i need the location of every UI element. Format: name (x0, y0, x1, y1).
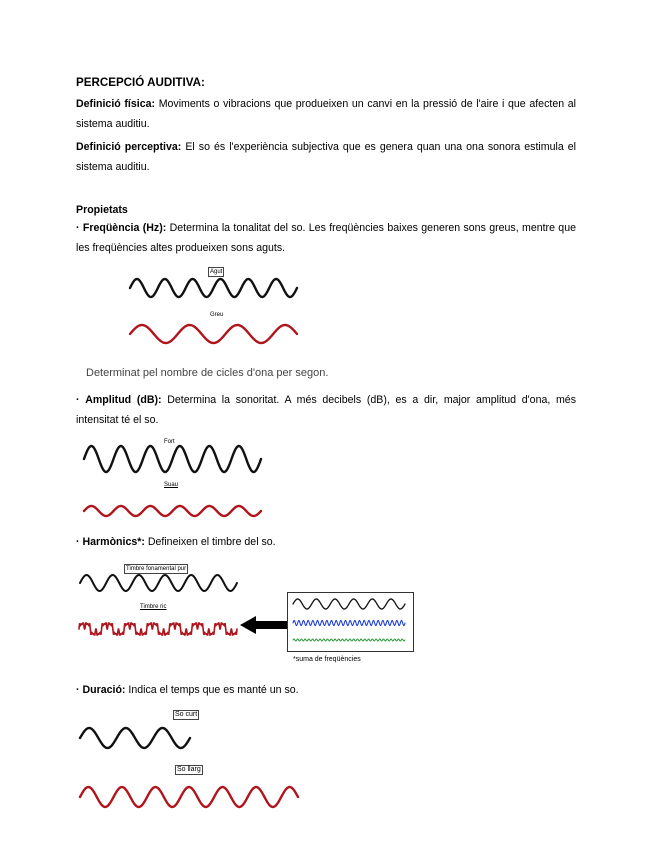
wave-label-low: Greu (210, 312, 224, 318)
section-heading: Propietats (76, 204, 128, 216)
frequency-caption: Determinat pel nombre de cicles d'ona per segon. (86, 367, 329, 379)
wave-short-duration (80, 714, 190, 762)
amplitude-label: Amplitud (dB): (85, 394, 162, 406)
frequency-bullet: · (76, 222, 80, 234)
property-amplitude (76, 390, 576, 430)
property-harmonics (76, 535, 276, 549)
wave-label-long: So llarg (177, 766, 201, 773)
wave-label-soft: Suau (164, 482, 179, 488)
wave-long-duration-path (80, 787, 298, 807)
wave-low-frequency (130, 312, 297, 356)
definition-perceptive (76, 137, 576, 177)
frequency-sum-footnote: *suma de freqüències (293, 656, 361, 663)
wave-high-frequency (130, 266, 297, 310)
wave-label-high: Agut (210, 269, 223, 275)
sum-wave-green-path (293, 639, 405, 641)
harmonics-text: Defineixen el timbre del so. (147, 536, 276, 548)
wave-high-frequency-path (130, 279, 297, 297)
wave-low-amplitude-path (84, 506, 261, 516)
wave-short-duration-path (80, 728, 190, 748)
harmonics-bullet: · (76, 536, 80, 548)
wave-high-amplitude-path (84, 446, 261, 472)
sum-wave-black-path (293, 599, 405, 609)
wave-long-duration (80, 773, 298, 821)
wave-low-amplitude (84, 497, 261, 525)
sum-wave-green (293, 634, 405, 646)
definition-perceptive-text: El so és l'experiència subjectiva que es genera quan una ona sonora estimula el sistema auditiu. (76, 141, 576, 173)
amplitude-bullet: · (76, 394, 80, 406)
definition-perceptive-label: Definició perceptiva: (76, 141, 182, 153)
definition-physical (76, 94, 576, 134)
wave-pure-tone-path (80, 575, 237, 591)
duration-text: Indica el temps que es manté un so. (128, 684, 299, 696)
wave-complex-tone-path (79, 623, 237, 635)
wave-pure-tone (80, 563, 237, 603)
sum-wave-blue (293, 614, 405, 632)
wave-label-loud: Fort (164, 439, 175, 445)
definition-physical-label: Definició física: (76, 98, 156, 110)
sum-wave-blue-path (293, 621, 405, 626)
wave-complex-tone (79, 613, 237, 645)
wave-label-short: So curt (175, 711, 198, 718)
duration-label: Duració: (82, 684, 126, 696)
frequency-text: Determina la tonalitat del so. Les freqüències baixes generen sons greus, mentre que les freqüències altes produeixen sons aguts. (76, 222, 576, 254)
frequency-label: Freqüència (Hz): (82, 222, 167, 234)
wave-low-frequency-path (130, 325, 297, 343)
definition-physical-text: Moviments o vibracions que produeixen un canvi en la pressió de l'aire i que afecten al sistema auditiu. (76, 98, 577, 130)
harmonics-label: Harmònics*: (82, 536, 145, 548)
property-frequency (76, 218, 576, 258)
duration-bullet: · (76, 684, 80, 696)
wave-label-complex: Timbre ric (140, 604, 167, 610)
page-title: PERCEPCIÓ AUDITIVA: (76, 76, 205, 89)
amplitude-text: Determina la sonoritat. A més decibels (dB), es a dir, major amplitud d'ona, més intensitat té el so. (76, 394, 576, 426)
property-duration (76, 683, 299, 697)
arrow-left-icon (240, 616, 290, 634)
wave-label-pure: Timbre fonamental pur (126, 566, 187, 572)
wave-high-amplitude (84, 429, 261, 489)
